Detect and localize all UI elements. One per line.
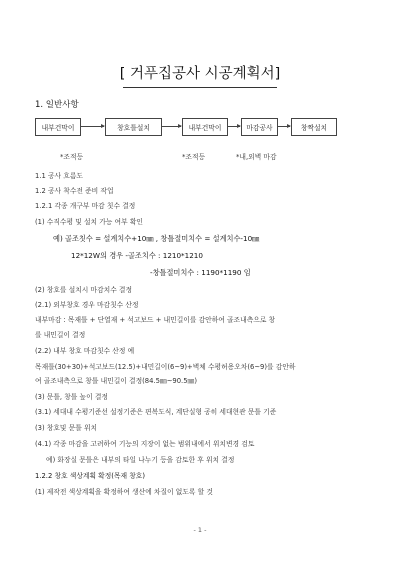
body-line: (4.1) 각종 마감을 고려하여 기능의 지장이 없는 범위내에서 위치변경 검토 — [35, 440, 255, 448]
flow-note: *내,외벽 마감 — [236, 153, 277, 161]
body-line: (2.1) 외부창호 경우 마감칫수 산정 — [35, 301, 139, 309]
flow-step: 내부건막이 — [35, 118, 81, 136]
body-line: 예) 화장실 문틀은 내부의 타일 나누기 등을 감토한 후 위치 결정 — [46, 456, 235, 464]
heading-1-2-1: 1.2.1 각종 개구부 마감 칫수 결정 — [35, 202, 136, 210]
flow-step: 마감공사 — [241, 118, 278, 136]
example-line: -창틀절미치수 : 1190*1190 임 — [150, 268, 251, 277]
body-line: (1) 수직수평 및 설치 가능 여부 확인 — [35, 218, 143, 226]
body-line: (1) 제작전 색상계획을 확정하여 생산에 차질이 없도록 할 것 — [35, 488, 213, 496]
body-line: (3) 창호및 문틀 위치 — [35, 424, 98, 432]
body-line: 내부마감 : 목재틀 + 단열재 + 석고보드 + 내민길이를 감안하여 골조내측으로 창 — [35, 316, 276, 324]
body-line: 여 골조내측으로 창틀 내민길이 결정(84.5㎜~90.5㎜) — [35, 377, 197, 385]
body-line: 를 내민길이 결정 — [35, 331, 86, 339]
flow-step: 창호틀설치 — [105, 118, 162, 136]
page-title: [ 거푸집공사 시공계획서] — [119, 66, 281, 82]
flow-arrow — [81, 126, 104, 127]
page-number: - 1 - — [193, 526, 207, 534]
flow-arrow — [162, 126, 181, 127]
flow-arrow — [278, 126, 290, 127]
body-line: (3) 문틀, 창틀 높이 결정 — [35, 393, 108, 401]
heading-1-2-2: 1.2.2 창호 색상계획 확정(목재 창호) — [35, 472, 146, 480]
body-line: (2.2) 내부 창호 마감칫수 산정 예 — [35, 347, 135, 355]
flow-arrow — [228, 126, 240, 127]
section-heading: 1. 일반사항 — [35, 100, 79, 110]
title-underline — [123, 87, 277, 88]
heading-1-2: 1.2 공사 착수전 준비 작업 — [35, 187, 114, 195]
flow-step: 내부건막이 — [182, 118, 228, 136]
body-line: 목재틀(30+30)+석고보드(12.5)+내민길이(6~9)+벽체 수평허용오차(6~9)를 감안하 — [35, 363, 296, 371]
flow-step: 창짝설치 — [291, 118, 337, 136]
example-line: 12*12W의 경우 -골조치수 : 1210*1210 — [71, 251, 203, 260]
body-line: (3.1) 세대내 수평기준선 설정기준은 편복도식, 계단실형 공히 세대현관 문틀 기준 — [35, 408, 277, 416]
heading-1-1: 1.1 공사 흐름도 — [35, 172, 83, 180]
flow-note: *조적등 — [60, 153, 84, 161]
example-line: 예) 골조칫수 = 설계치수+10㎜ , 창틀절미치수 = 설계치수-10㎜ — [53, 234, 260, 243]
flow-note: *조적등 — [182, 153, 206, 161]
body-line: (2) 창호를 설치시 마감치수 결정 — [35, 286, 133, 294]
